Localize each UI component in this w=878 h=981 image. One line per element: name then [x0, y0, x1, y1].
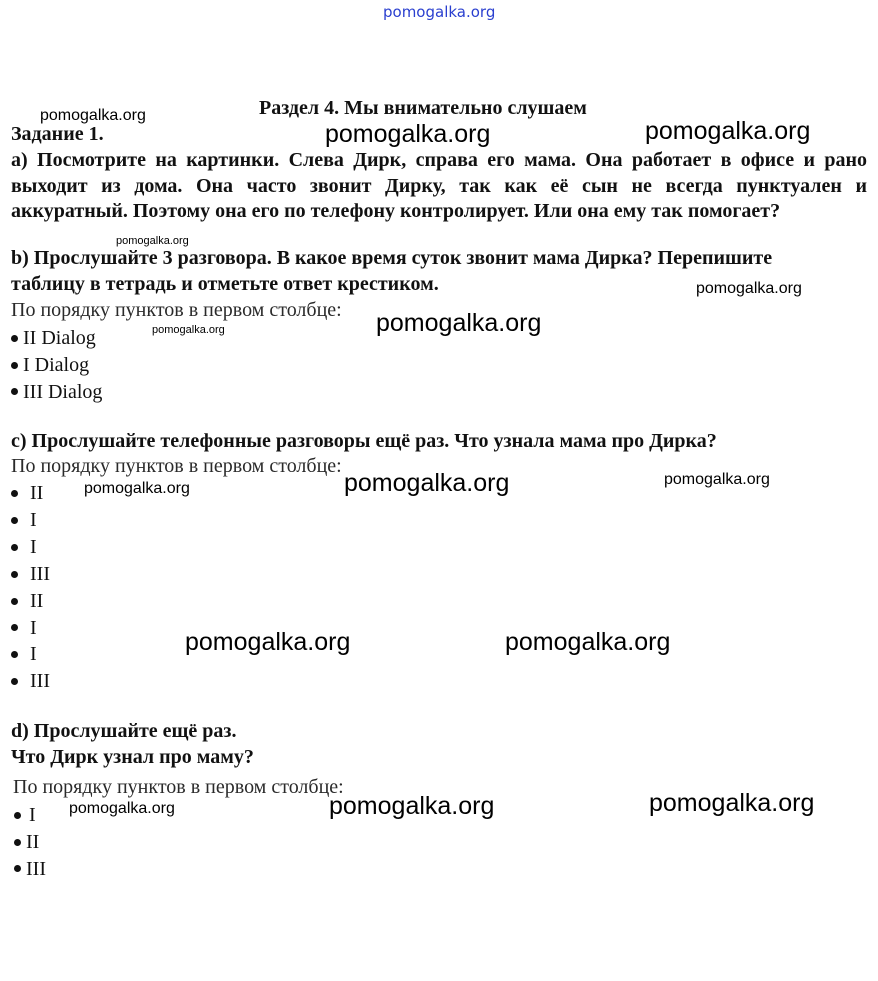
- part-b-hint: По порядку пунктов в первом столбце:: [11, 299, 342, 321]
- part-c-heading: c) Прослушайте телефонные разговоры ещё раз. Что узнала мама про Дирка?: [11, 430, 717, 452]
- bullet-icon: [11, 517, 18, 524]
- watermark: pomogalka.org: [649, 789, 815, 817]
- part-b-heading-line2: таблицу в тетрадь и отметьте ответ крестиком.: [11, 273, 439, 295]
- bullet-icon: [14, 839, 21, 846]
- watermark: pomogalka.org: [696, 280, 802, 297]
- watermark: pomogalka.org: [329, 792, 495, 820]
- bullet-icon: [11, 651, 18, 658]
- watermark: pomogalka.org: [185, 628, 351, 656]
- watermark: pomogalka.org: [344, 469, 510, 497]
- watermark: pomogalka.org: [40, 107, 146, 124]
- list-item: III: [11, 668, 50, 695]
- part-c-hint: По порядку пунктов в первом столбце:: [11, 455, 342, 477]
- list-item: II: [11, 480, 50, 507]
- part-b-answer-list: [11, 325, 102, 405]
- watermark: pomogalka.org: [69, 800, 175, 817]
- watermark: pomogalka.org: [116, 235, 189, 247]
- watermark: pomogalka.org: [325, 120, 491, 148]
- bullet-icon: [11, 571, 18, 578]
- watermark: pomogalka.org: [152, 324, 225, 336]
- section-title: Раздел 4. Мы внимательно слушаем: [259, 97, 587, 119]
- list-item: II: [14, 829, 46, 856]
- list-item: II: [11, 588, 50, 615]
- watermark: pomogalka.org: [376, 309, 542, 337]
- bullet-icon: [11, 388, 18, 395]
- bullet-icon: [14, 812, 21, 819]
- bullet-icon: [14, 865, 21, 872]
- list-item: I: [11, 615, 50, 642]
- site-link[interactable]: pomogalka.org: [383, 3, 496, 21]
- list-item: I: [11, 534, 50, 561]
- task-label: Задание 1.: [11, 123, 104, 145]
- part-d-answer-list: [14, 802, 46, 882]
- bullet-icon: [11, 598, 18, 605]
- list-item: III Dialog: [11, 379, 102, 406]
- part-c-answer-list: [11, 480, 50, 695]
- part-d-hint: По порядку пунктов в первом столбце:: [13, 776, 344, 798]
- list-item: I: [11, 507, 50, 534]
- part-d-heading-line2: Что Дирк узнал про маму?: [11, 746, 254, 768]
- list-item: III: [14, 856, 46, 883]
- bullet-icon: [11, 335, 18, 342]
- bullet-icon: [11, 544, 18, 551]
- watermark: pomogalka.org: [84, 480, 190, 497]
- watermark: pomogalka.org: [505, 628, 671, 656]
- list-item: I: [11, 641, 50, 668]
- part-b-heading-line1: b) Прослушайте 3 разговора. В какое время суток звонит мама Дирка? Перепишите: [11, 247, 773, 269]
- part-d-heading-line1: d) Прослушайте ещё раз.: [11, 720, 237, 742]
- part-a-text: a) Посмотрите на картинки. Слева Дирк, справа его мама. Она работает в офисе и рано выходит из дома. Она часто звонит Дирку, так как её сын не всегда пунктуален и аккуратный. Поэтому она его по телефону контролирует. Или она ему так помогает?: [11, 149, 867, 222]
- list-item: I Dialog: [11, 352, 102, 379]
- bullet-icon: [11, 678, 18, 685]
- bullet-icon: [11, 362, 18, 369]
- list-item: I: [14, 802, 46, 829]
- list-item: II Dialog: [11, 325, 102, 352]
- bullet-icon: [11, 624, 18, 631]
- watermark: pomogalka.org: [645, 117, 811, 145]
- watermark: pomogalka.org: [664, 471, 770, 488]
- list-item: III: [11, 561, 50, 588]
- bullet-icon: [11, 490, 18, 497]
